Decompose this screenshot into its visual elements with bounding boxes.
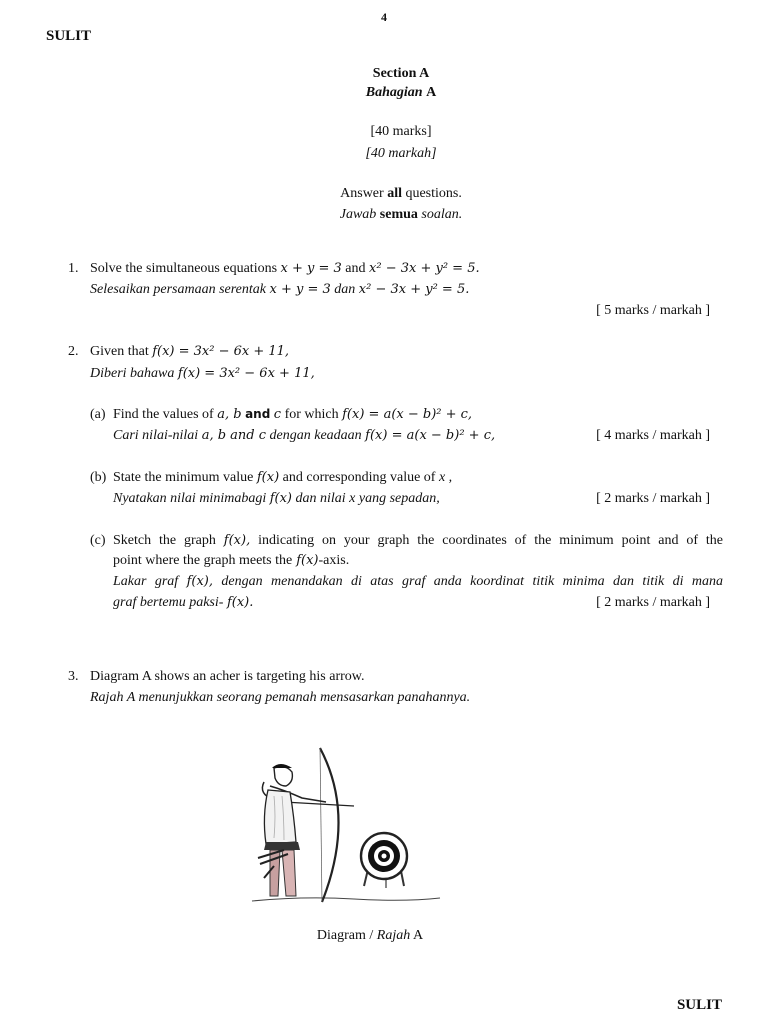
q2c-label: (c): [90, 533, 106, 548]
q3-number: 3.: [68, 669, 79, 684]
q2b-en-x: x ,: [438, 470, 453, 485]
q1-marks: [ 5 marks / markah ]: [596, 303, 710, 318]
q2a-text-ms: [113, 428, 495, 444]
instruction-ms: [17, 207, 768, 223]
instr-en-2: all: [387, 186, 402, 201]
q2c-marks: [ 2 marks / markah ]: [596, 595, 710, 610]
q2c-text-en-line1: [113, 533, 723, 549]
instr-en-3: questions.: [405, 186, 462, 201]
q2a-en-1: Find the values of: [113, 407, 214, 422]
instr-ms-3: soalan.: [421, 207, 463, 222]
q1-ms-1: Selesaikan persamaan serentak: [90, 282, 266, 297]
q2b-ms-2: dan nilai x yang sepadan,: [295, 491, 440, 506]
q1-en-eq1: x + y = 3: [280, 261, 342, 276]
q2c-text-ms-line1: [113, 574, 723, 590]
diagram-caption: [0, 928, 754, 944]
q2c-en-f2: f(x): [296, 553, 319, 568]
q2-number: 2.: [68, 344, 79, 359]
q2c-ms-f2: f(x).: [226, 595, 254, 610]
q2a-ms-f: f(x) = a(x − b)² + c,: [365, 428, 496, 443]
q2-en-1: Given that: [90, 344, 149, 359]
q1-ms-dan: dan: [334, 282, 356, 297]
section-title-en: Section A: [372, 66, 430, 81]
caption-3: A: [412, 928, 424, 943]
instr-ms-1: Jawab: [339, 207, 377, 222]
q2b-marks: [ 2 marks / markah ]: [596, 491, 710, 506]
section-title-ms: [17, 85, 768, 101]
q2c-en-f: f(x),: [223, 533, 251, 548]
q2c-ms-2: dengan menandakan di atas graf anda koordinat titik minima dan titik di mana: [221, 574, 723, 589]
q1-text-ms: [90, 282, 469, 298]
page-number: 4: [381, 10, 387, 24]
q2a-label: (a): [90, 407, 106, 422]
q2b-label: (b): [90, 470, 107, 485]
section-title-ms-word: Bahagian: [365, 85, 423, 100]
q2b-en-2: and corresponding value of: [282, 470, 436, 485]
instr-ms-2: semua: [379, 207, 418, 222]
instr-en-1: Answer: [340, 186, 384, 201]
q2b-en-1: State the minimum value: [113, 470, 254, 485]
q2c-ms-1: Lakar graf: [113, 574, 179, 589]
q2c-en-2: indicating on your graph the coordinates of the minimum point and of the: [258, 533, 724, 548]
q3-text-ms: Rajah A menunjukkan seorang pemanah mensasarkan panahannya.: [90, 690, 471, 705]
q1-en-eq2: x² − 3x + y² = 5.: [369, 261, 480, 276]
q2-text-ms: [90, 366, 315, 382]
q3-text-en: Diagram A shows an acher is targeting his arrow.: [90, 669, 365, 684]
footer-sulit: SULIT: [676, 997, 722, 1013]
q2b-text-ms: [113, 491, 440, 507]
q2a-ms-vars: a, b and c: [201, 428, 267, 443]
q2b-ms-f: f(x): [269, 491, 293, 506]
q2a-en-2: for which: [284, 407, 339, 422]
q2a-ms-1: Cari nilai-nilai: [113, 428, 199, 443]
q1-en-1: Solve the simultaneous equations: [90, 261, 278, 276]
q2b-text-en: [113, 470, 452, 486]
q2a-en-and: and: [245, 407, 271, 421]
section-marks-en: [40 marks]: [370, 124, 432, 139]
archer-diagram: [244, 746, 444, 906]
q2a-ms-2: dengan keadaan: [269, 428, 362, 443]
q2c-text-en-line2: [113, 553, 349, 569]
q2c-en-4: -axis.: [318, 553, 350, 568]
q2a-text-en: [113, 407, 472, 423]
q1-number: 1.: [68, 261, 79, 276]
archer-illustration: [244, 746, 444, 906]
q2c-ms-f: f(x),: [186, 574, 214, 589]
q2-ms-1: Diberi bahawa: [90, 366, 175, 381]
q2c-ms-3: graf bertemu paksi-: [113, 595, 224, 610]
q2c-en-1: Sketch the graph: [113, 533, 216, 548]
instruction-en: [17, 186, 768, 202]
q2c-text-ms-line2: [113, 595, 253, 611]
section-marks-ms: [40 markah]: [365, 146, 437, 161]
caption-2: Rajah: [376, 928, 411, 943]
header-sulit: SULIT: [46, 28, 92, 44]
q1-text-en: [90, 261, 480, 277]
q2b-en-f: f(x): [256, 470, 280, 485]
q1-ms-eq1: x + y = 3: [269, 282, 331, 297]
q2a-marks: [ 4 marks / markah ]: [596, 428, 710, 443]
caption-1: Diagram /: [316, 928, 374, 943]
q2-text-en: [90, 344, 289, 360]
q2-ms-f: f(x) = 3x² − 6x + 11,: [177, 366, 315, 381]
q2a-en-f: f(x) = a(x − b)² + c,: [342, 407, 473, 422]
q2c-en-3: point where the graph meets the: [113, 553, 293, 568]
q2a-en-vars: a, b: [217, 407, 242, 422]
q2a-en-c: c: [273, 407, 282, 422]
q1-en-and: and: [345, 261, 366, 276]
section-title-ms-letter: A: [426, 85, 437, 100]
q2b-ms-1: Nyatakan nilai minimabagi: [113, 491, 267, 506]
q2-en-f: f(x) = 3x² − 6x + 11,: [152, 344, 290, 359]
q1-ms-eq2: x² − 3x + y² = 5.: [358, 282, 470, 297]
